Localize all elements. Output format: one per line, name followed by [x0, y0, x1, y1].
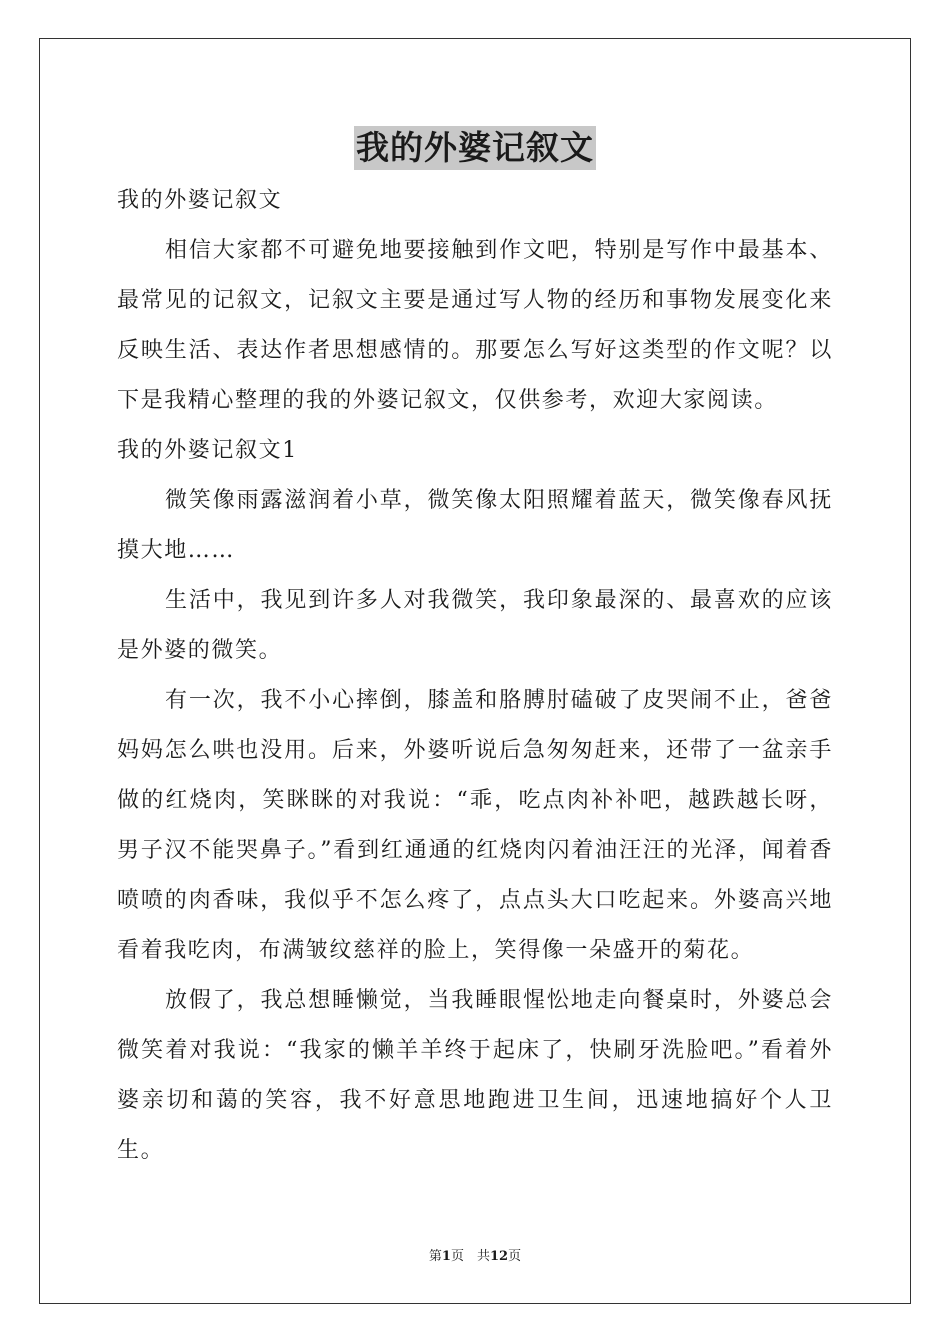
- intro-paragraph: 相信大家都不可避免地要接触到作文吧，特别是写作中最基本、最常见的记叙文，记叙文主要是通过写人物的经历和事物发展变化来反映生活、表达作者思想感情的。那要怎么写好这类型的作文呢？以下是我精心整理的我的外婆记叙文，仅供参考，欢迎大家阅读。: [117, 238, 833, 413]
- document-body: [117, 176, 833, 1176]
- page-footer: [0, 1248, 950, 1266]
- essay-paragraph-4: 放假了，我总想睡懒觉，当我睡眼惺忪地走向餐桌时，外婆总会微笑着对我说：“我家的懒羊羊终于起床了，快刷牙洗脸吧。”看着外婆亲切和蔼的笑容，我不好意思地跑进卫生间，迅速地搞好个人卫生。: [117, 988, 833, 1163]
- current-page-number: 1: [441, 1249, 451, 1264]
- essay-heading: 我的外婆记叙文1: [117, 438, 298, 463]
- total-page-number: 12: [489, 1249, 509, 1264]
- footer-mid: 页 共: [450, 1249, 490, 1264]
- footer-prefix: 第: [428, 1249, 442, 1264]
- section-heading: 我的外婆记叙文: [117, 188, 283, 213]
- title-container: [0, 126, 950, 170]
- essay-paragraph-3: 有一次，我不小心摔倒，膝盖和胳膊肘磕破了皮哭闹不止，爸爸妈妈怎么哄也没用。后来，外婆听说后急匆匆赶来，还带了一盆亲手做的红烧肉，笑眯眯的对我说：“乖，吃点肉补补吧，越跌越长呀，男子汉不能哭鼻子。”看到红通通的红烧肉闪着油汪汪的光泽，闻着香喷喷的肉香味，我似乎不怎么疼了，点点头大口吃起来。外婆高兴地看着我吃肉，布满皱纹慈祥的脸上，笑得像一朵盛开的菊花。: [117, 688, 833, 963]
- essay-paragraph-1: 微笑像雨露滋润着小草，微笑像太阳照耀着蓝天，微笑像春风抚摸大地……: [117, 488, 833, 563]
- essay-paragraph-2: 生活中，我见到许多人对我微笑，我印象最深的、最喜欢的应该是外婆的微笑。: [117, 588, 833, 663]
- document-title: 我的外婆记叙文: [354, 126, 596, 170]
- footer-suffix: 页: [508, 1249, 522, 1264]
